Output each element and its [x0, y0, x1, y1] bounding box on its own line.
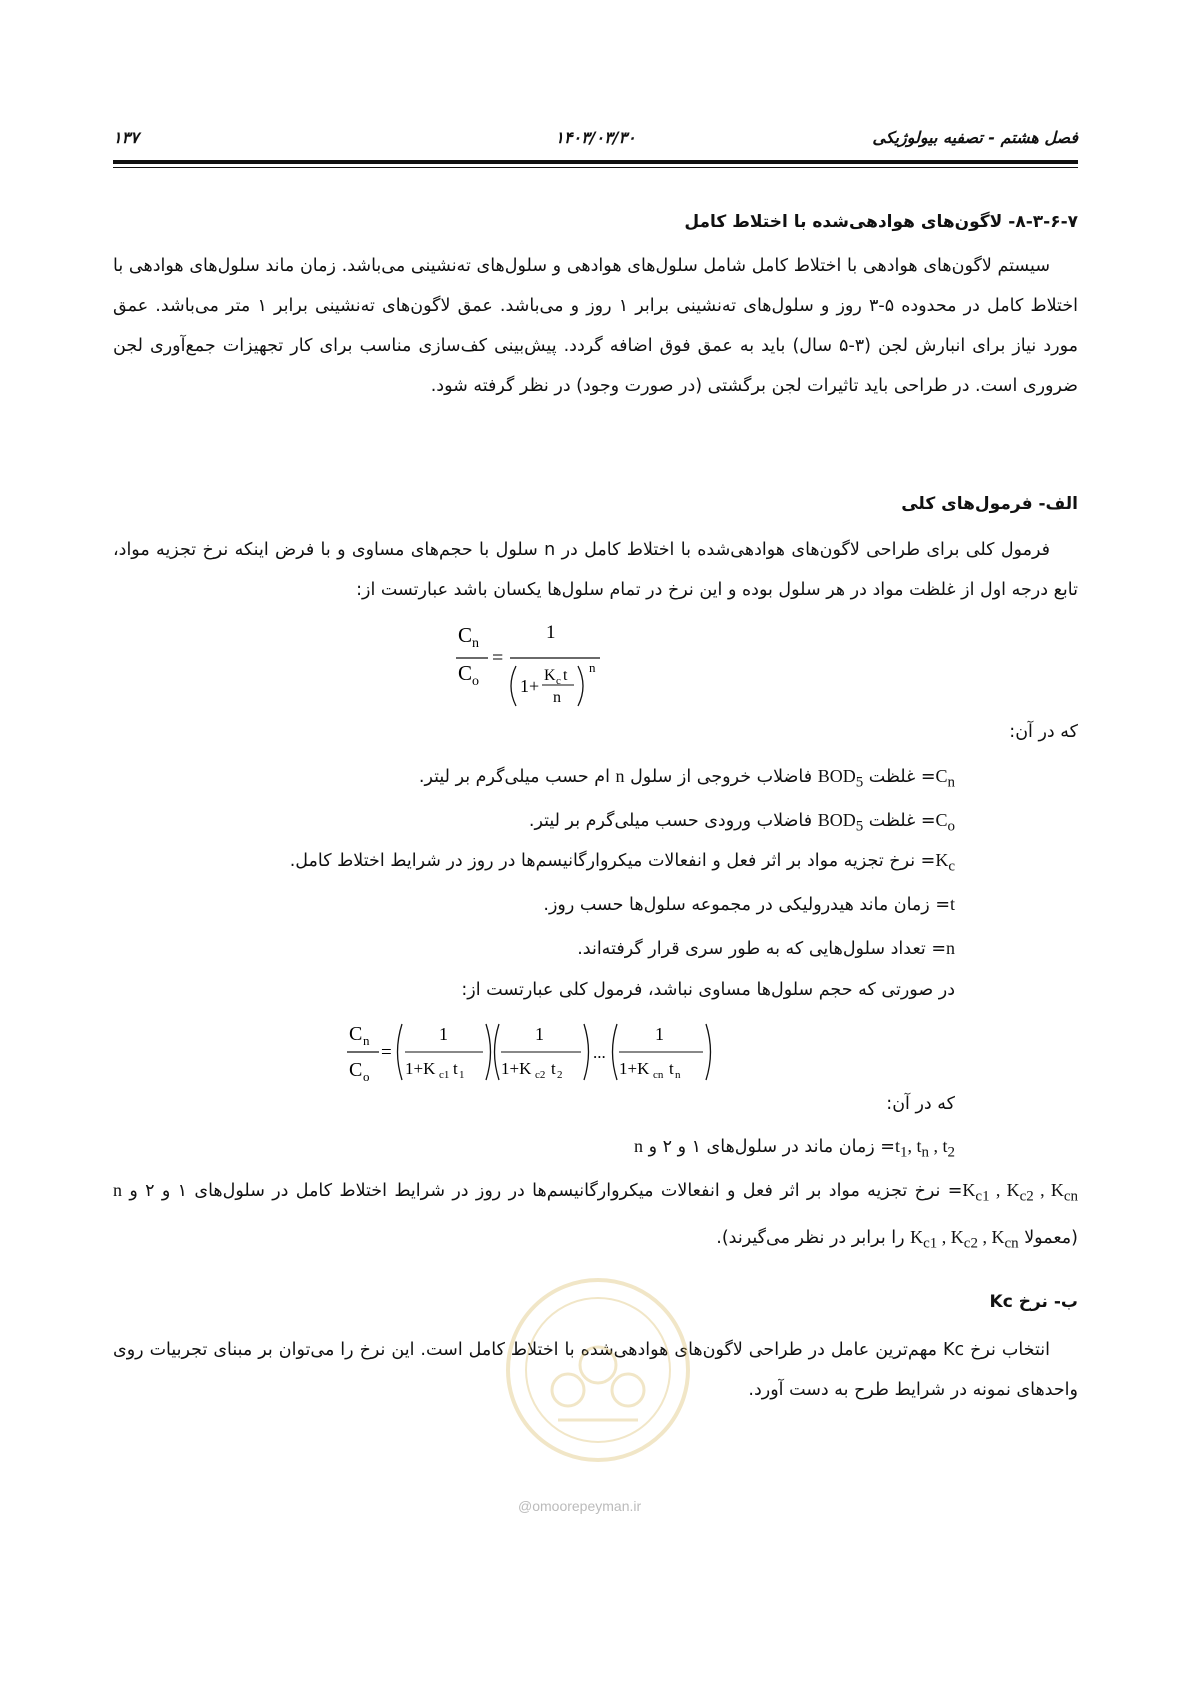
header-date: ۱۴۰۳/۰۳/۳۰	[555, 128, 636, 147]
svg-text:C: C	[458, 623, 473, 647]
section-heading: ۸-۳-۶-۷- لاگون‌های هوادهی‌شده با اختلاط کامل	[684, 212, 1078, 232]
def-t-cells: $t_1$, $t_n$ , $t_2=$ زمان ماند در سلول‌های ۱ و ۲ و n	[634, 1136, 955, 1161]
svg-text:o: o	[472, 674, 479, 689]
chapter-title: فصل هشتم - تصفیه بیولوژیکی	[872, 128, 1078, 147]
header-rule-thin	[113, 167, 1078, 168]
page-number: ۱۳۷	[113, 128, 139, 147]
subheading-b: ب- نرخ Kc	[989, 1292, 1078, 1312]
def-t: t= زمان ماند هیدرولیکی در مجموعه سلول‌ها حسب روز.	[543, 894, 955, 915]
unequal-intro: در صورتی که حجم سلول‌ها مساوی نباشد، فرمول کلی عبارتست از:	[461, 980, 955, 1000]
def-co: $C_o=$ غلظت $BOD_5$ فاضلاب ورودی حسب میلی‌گرم بر لیتر.	[528, 810, 955, 835]
svg-text:c1: c1	[439, 1069, 450, 1081]
formula-equal-cells	[450, 618, 620, 712]
svg-text:1: 1	[439, 1024, 448, 1044]
svg-text:1+K: 1+K	[405, 1059, 436, 1078]
where-label: که در آن:	[1009, 722, 1078, 742]
svg-text:n: n	[363, 1033, 370, 1048]
subsection-b-paragraph: انتخاب نرخ Kc مهم‌ترین عامل در طراحی لاگون‌های هوادهی‌شده با اختلاط کامل است. این نرخ را می‌توان بر مبنای تجربیات روی واحدهای نمونه در شرایط طرح به دست آورد.	[113, 1340, 1078, 1400]
svg-text:1+: 1+	[520, 676, 540, 696]
def-n: n= تعداد سلول‌هایی که به طور سری قرار گرفته‌اند.	[577, 938, 955, 959]
svg-text:n: n	[675, 1069, 681, 1081]
svg-text:1: 1	[655, 1024, 664, 1044]
svg-text:C: C	[349, 1059, 363, 1081]
svg-text:t: t	[453, 1059, 458, 1078]
svg-text:...: ...	[593, 1043, 606, 1062]
def-k-cells: $K_{c1}$ , $K_{c2}$ , $K_{cn}=$ نرخ تجزیه مواد بر اثر فعل و انفعالات میکروارگانیسم‌ها در روز در شرایط اختلاط کامل در سلول‌های ۱ و ۲ و n (معمولا $K_{c1}$ , $K_{c2}$ , $K_{cn}$ را برابر در نظر می‌گیرند).	[113, 1180, 1079, 1252]
seal-logo-watermark	[498, 1270, 698, 1470]
svg-text:t: t	[563, 667, 568, 684]
svg-text:1: 1	[535, 1024, 544, 1044]
svg-text:K: K	[544, 667, 556, 684]
svg-text:n: n	[472, 636, 479, 651]
section-paragraph: سیستم لاگون‌های هوادهی با اختلاط کامل شامل سلول‌های هوادهی و سلول‌های ته‌نشینی می‌باشد. زمان ماند سلول‌های هوادهی با اختلاط کامل در محدوده ۵-۳ روز و سلول‌های ته‌نشینی برابر ۱ روز و می‌باشد. عمق لاگون‌های ته‌نشینی برابر ۱ متر می‌باشد. عمق مورد نیاز برای انبارش لجن (۳-۵ سال) باید به عمق فوق اضافه گردد. پیش‌بینی کف‌سازی مناسب برای کار تجهیزات جمع‌آوری لجن ضروری است. در طراحی باید تاثیرات لجن برگشتی (در صورت وجود) در نظر گرفته شود.	[113, 256, 1079, 396]
svg-text:=: =	[381, 1042, 392, 1063]
svg-text:=: =	[492, 647, 504, 669]
formula-unequal-cells	[345, 1018, 725, 1084]
svg-text:1: 1	[546, 622, 556, 643]
def-cn: $C_n=$ غلظت $BOD_5$ فاضلاب خروجی از سلول n ام حسب میلی‌گرم بر لیتر.	[418, 766, 955, 791]
header-rule-thick	[113, 160, 1078, 164]
svg-text:t: t	[551, 1059, 556, 1078]
svg-text:1: 1	[459, 1069, 465, 1081]
svg-text:c: c	[556, 675, 561, 687]
subsection-a-paragraph: فرمول کلی برای طراحی لاگون‌های هوادهی‌شده با اختلاط کامل در n سلول با حجم‌های مساوی و با فرض اینکه نرخ تجزیه مواد، تابع درجه اول از غلظت مواد در هر سلول بوده و این نرخ در تمام سلول‌ها یکسان باشد عبارتست از:	[113, 540, 1078, 600]
svg-text:cn: cn	[653, 1069, 664, 1081]
svg-text:n: n	[589, 660, 596, 675]
svg-text:C: C	[458, 661, 473, 685]
def-kc: $K_c=$ نرخ تجزیه مواد بر اثر فعل و انفعالات میکروارگانیسم‌ها در روز در شرایط اختلاط کامل.	[289, 850, 955, 875]
svg-text:1+K: 1+K	[501, 1059, 532, 1078]
watermark-url: @omoorepeyman.ir	[518, 1498, 642, 1514]
svg-text:C: C	[349, 1023, 363, 1045]
svg-text:t: t	[669, 1059, 674, 1078]
running-header	[113, 128, 1078, 154]
svg-text:c2: c2	[535, 1069, 546, 1081]
svg-text:n: n	[553, 689, 561, 706]
svg-text:2: 2	[557, 1069, 563, 1081]
svg-text:1+K: 1+K	[619, 1059, 650, 1078]
where-label-2: که در آن:	[886, 1094, 955, 1114]
svg-text:o: o	[363, 1069, 370, 1084]
subheading-a: الف- فرمول‌های کلی	[901, 494, 1078, 514]
